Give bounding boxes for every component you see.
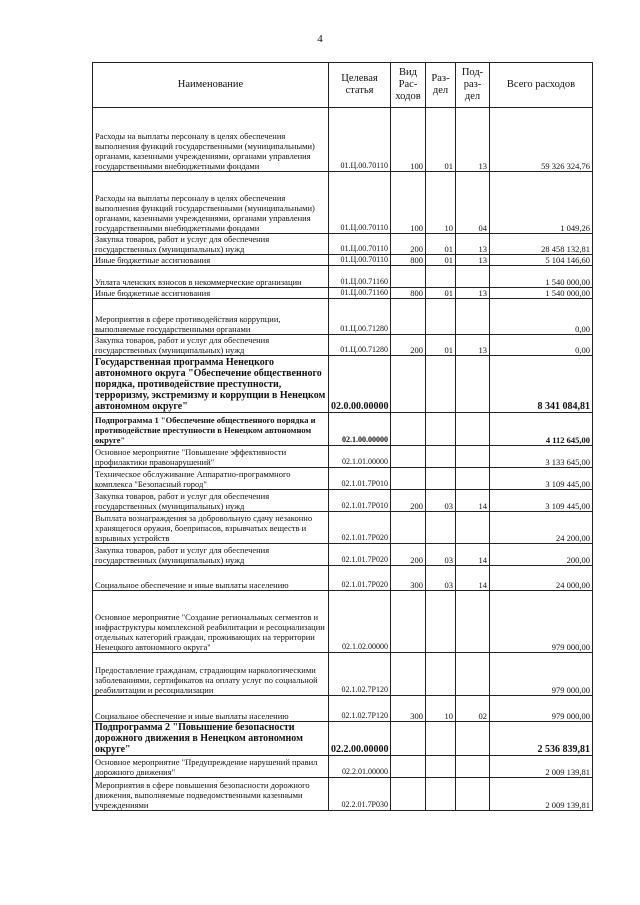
cell-subsection <box>456 266 490 288</box>
cell-subsection <box>456 722 490 756</box>
cell-type <box>391 756 426 778</box>
table-row <box>93 490 593 512</box>
cell-type <box>391 591 426 653</box>
cell-total: 4 112 645,00 <box>490 413 593 446</box>
header-target: Целевая статья <box>329 63 391 108</box>
cell-section <box>426 468 456 490</box>
cell-total: 979 000,00 <box>490 653 593 696</box>
cell-section <box>426 356 456 413</box>
cell-total: 3 109 445,00 <box>490 468 593 490</box>
cell-name: Закупка товаров, работ и услуг для обеспечения государственных (муниципальных) нужд <box>93 490 329 512</box>
cell-section <box>426 299 456 335</box>
cell-section: 01 <box>426 108 456 172</box>
cell-section <box>426 778 456 811</box>
cell-name: Уплата членских взносов в некоммерческие организации <box>93 266 329 288</box>
table-row <box>93 653 593 696</box>
table-row <box>93 299 593 335</box>
cell-section <box>426 653 456 696</box>
cell-total: 2 009 139,81 <box>490 778 593 811</box>
table-row <box>93 413 593 446</box>
cell-section: 01 <box>426 288 456 299</box>
cell-type: 200 <box>391 544 426 566</box>
cell-target: 02.1.02.7Р120 <box>329 653 391 696</box>
header-section: Раз- дел <box>426 63 456 108</box>
cell-name: Основное мероприятие "Создание региональных сегментов и инфраструктуры комплексной реабилитации и ресоциализации отдельных категорий граждан, проживающих на территории Ненецкого автономного округа" <box>93 591 329 653</box>
cell-target: 01.Ц.00.70110 <box>329 172 391 234</box>
cell-name: Государственная программа Ненецкого автономного округа "Обеспечение общественного порядка, противодействие преступности, терроризму, экстремизму и коррупции в Ненецком автономном округе" <box>93 356 329 413</box>
cell-name: Социальное обеспечение и иные выплаты населению <box>93 696 329 722</box>
cell-target: 01.Ц.00.70110 <box>329 108 391 172</box>
cell-section: 10 <box>426 172 456 234</box>
cell-target: 02.1.02.00000 <box>329 591 391 653</box>
cell-type <box>391 468 426 490</box>
cell-subsection: 14 <box>456 566 490 591</box>
cell-type: 200 <box>391 335 426 356</box>
cell-name: Предоставление гражданам, страдающим наркологическими заболеваниями, сертификатов на оплату услуг по социальной реабилитации и ресоциализации <box>93 653 329 696</box>
table-row <box>93 234 593 255</box>
table-row <box>93 566 593 591</box>
cell-total: 59 326 324,76 <box>490 108 593 172</box>
table-row <box>93 255 593 266</box>
cell-total: 0,00 <box>490 335 593 356</box>
cell-type <box>391 266 426 288</box>
table-row <box>93 108 593 172</box>
cell-subsection <box>456 512 490 544</box>
cell-subsection: 13 <box>456 288 490 299</box>
cell-type: 300 <box>391 696 426 722</box>
cell-type: 300 <box>391 566 426 591</box>
cell-subsection: 13 <box>456 108 490 172</box>
cell-section: 03 <box>426 544 456 566</box>
cell-subsection <box>456 356 490 413</box>
cell-section <box>426 266 456 288</box>
cell-subsection <box>456 446 490 468</box>
cell-target: 01.Ц.00.71280 <box>329 335 391 356</box>
cell-target: 02.2.01.00000 <box>329 756 391 778</box>
cell-subsection: 13 <box>456 335 490 356</box>
table-row <box>93 335 593 356</box>
cell-type: 800 <box>391 255 426 266</box>
cell-target: 02.1.00.00000 <box>329 413 391 446</box>
cell-name: Закупка товаров, работ и услуг для обеспечения государственных (муниципальных) нужд <box>93 544 329 566</box>
cell-type <box>391 356 426 413</box>
cell-section: 03 <box>426 566 456 591</box>
page-number: 4 <box>317 33 323 45</box>
cell-total: 2 536 839,81 <box>490 722 593 756</box>
cell-type <box>391 446 426 468</box>
cell-subsection <box>456 413 490 446</box>
cell-total: 1 540 000,00 <box>490 266 593 288</box>
cell-subsection <box>456 653 490 696</box>
cell-total: 0,00 <box>490 299 593 335</box>
cell-section <box>426 756 456 778</box>
cell-subsection: 02 <box>456 696 490 722</box>
header-subsection: Под- раз- дел <box>456 63 490 108</box>
cell-target: 02.1.01.7Р020 <box>329 566 391 591</box>
cell-total: 2 009 139,81 <box>490 756 593 778</box>
cell-section: 01 <box>426 234 456 255</box>
cell-name: Расходы на выплаты персоналу в целях обеспечения выполнения функций государственными (муниципальными) органами, казенными учреждениями, органами управления государственными внебюджетными фондами <box>93 172 329 234</box>
cell-target: 01.Ц.00.70110 <box>329 255 391 266</box>
table-row <box>93 722 593 756</box>
header-type: Вид Рас- ходов <box>391 63 426 108</box>
cell-section: 01 <box>426 255 456 266</box>
cell-name: Мероприятия в сфере повышения безопасности дорожного движения, выполняемые подведомственными казенными учреждениями <box>93 778 329 811</box>
cell-name: Основное мероприятие "Предупреждение нарушений правил дорожного движения" <box>93 756 329 778</box>
cell-subsection: 04 <box>456 172 490 234</box>
cell-target: 01.Ц.00.70110 <box>329 234 391 255</box>
cell-section <box>426 722 456 756</box>
cell-target: 01.Ц.00.71160 <box>329 266 391 288</box>
table-row <box>93 446 593 468</box>
cell-target: 02.1.01.7Р020 <box>329 544 391 566</box>
cell-type <box>391 653 426 696</box>
cell-subsection <box>456 778 490 811</box>
table-row <box>93 512 593 544</box>
cell-section: 03 <box>426 490 456 512</box>
table-row <box>93 778 593 811</box>
table-row <box>93 356 593 413</box>
cell-type <box>391 512 426 544</box>
cell-subsection <box>456 756 490 778</box>
cell-target: 02.1.01.7Р010 <box>329 468 391 490</box>
cell-total: 24 200,00 <box>490 512 593 544</box>
cell-subsection <box>456 591 490 653</box>
cell-target: 02.0.00.00000 <box>329 356 391 413</box>
cell-name: Расходы на выплаты персоналу в целях обеспечения выполнения функций государственными (муниципальными) органами, казенными учреждениями, органами управления государственными внебюджетными фондами <box>93 108 329 172</box>
cell-section: 01 <box>426 335 456 356</box>
cell-name: Подпрограмма 2 "Повышение безопасности дорожного движения в Ненецком автономном округе" <box>93 722 329 756</box>
cell-type <box>391 778 426 811</box>
cell-section: 10 <box>426 696 456 722</box>
cell-type: 200 <box>391 234 426 255</box>
cell-target: 02.2.00.00000 <box>329 722 391 756</box>
cell-name: Закупка товаров, работ и услуг для обеспечения государственных (муниципальных) нужд <box>93 335 329 356</box>
cell-total: 3 133 645,00 <box>490 446 593 468</box>
cell-type: 100 <box>391 108 426 172</box>
cell-name: Мероприятия в сфере противодействия коррупции, выполняемые государственными органами <box>93 299 329 335</box>
cell-name: Техническое обслуживание Аппаратно-программного комплекса "Безопасный город" <box>93 468 329 490</box>
cell-section <box>426 446 456 468</box>
cell-subsection: 13 <box>456 234 490 255</box>
cell-target: 01.Ц.00.71160 <box>329 288 391 299</box>
header-total: Всего расходов <box>490 63 593 108</box>
table-row <box>93 468 593 490</box>
cell-type <box>391 722 426 756</box>
cell-type: 800 <box>391 288 426 299</box>
cell-total: 8 341 084,81 <box>490 356 593 413</box>
header-row <box>93 63 593 108</box>
cell-section <box>426 413 456 446</box>
cell-type <box>391 413 426 446</box>
cell-subsection <box>456 468 490 490</box>
cell-name: Иные бюджетные ассигнования <box>93 288 329 299</box>
cell-subsection: 14 <box>456 490 490 512</box>
cell-total: 1 049,26 <box>490 172 593 234</box>
cell-total: 979 000,00 <box>490 591 593 653</box>
cell-name: Иные бюджетные ассигнования <box>93 255 329 266</box>
cell-subsection: 13 <box>456 255 490 266</box>
cell-total: 28 458 132,81 <box>490 234 593 255</box>
cell-name: Социальное обеспечение и иные выплаты населению <box>93 566 329 591</box>
table-row <box>93 696 593 722</box>
table-row <box>93 756 593 778</box>
cell-name: Выплата вознаграждения за добровольную сдачу незаконно хранящегося оружия, боеприпасов, взрывчатых веществ и взрывных устройств <box>93 512 329 544</box>
cell-target: 02.1.01.7Р020 <box>329 512 391 544</box>
cell-section <box>426 591 456 653</box>
cell-target: 02.2.01.7Р030 <box>329 778 391 811</box>
table-row <box>93 266 593 288</box>
table-row <box>93 591 593 653</box>
cell-name: Основное мероприятие "Повышение эффективности профилактики правонарушений" <box>93 446 329 468</box>
cell-total: 24 000,00 <box>490 566 593 591</box>
budget-table <box>92 62 593 811</box>
table-row <box>93 288 593 299</box>
cell-total: 200,00 <box>490 544 593 566</box>
cell-type <box>391 299 426 335</box>
cell-target: 01.Ц.00.71280 <box>329 299 391 335</box>
cell-subsection: 14 <box>456 544 490 566</box>
cell-total: 1 540 000,00 <box>490 288 593 299</box>
cell-type: 100 <box>391 172 426 234</box>
cell-name: Подпрограмма 1 "Обеспечение общественного порядка и противодействие преступности в Ненецком автономном округе" <box>93 413 329 446</box>
cell-target: 02.1.02.7Р120 <box>329 696 391 722</box>
cell-type: 200 <box>391 490 426 512</box>
cell-name: Закупка товаров, работ и услуг для обеспечения государственных (муниципальных) нужд <box>93 234 329 255</box>
cell-target: 02.1.01.7Р010 <box>329 490 391 512</box>
cell-total: 979 000,00 <box>490 696 593 722</box>
cell-subsection <box>456 299 490 335</box>
cell-target: 02.1.01.00000 <box>329 446 391 468</box>
cell-total: 5 104 146,60 <box>490 255 593 266</box>
cell-section <box>426 512 456 544</box>
cell-total: 3 109 445,00 <box>490 490 593 512</box>
table-row <box>93 172 593 234</box>
header-name: Наименование <box>93 63 329 108</box>
table-row <box>93 544 593 566</box>
